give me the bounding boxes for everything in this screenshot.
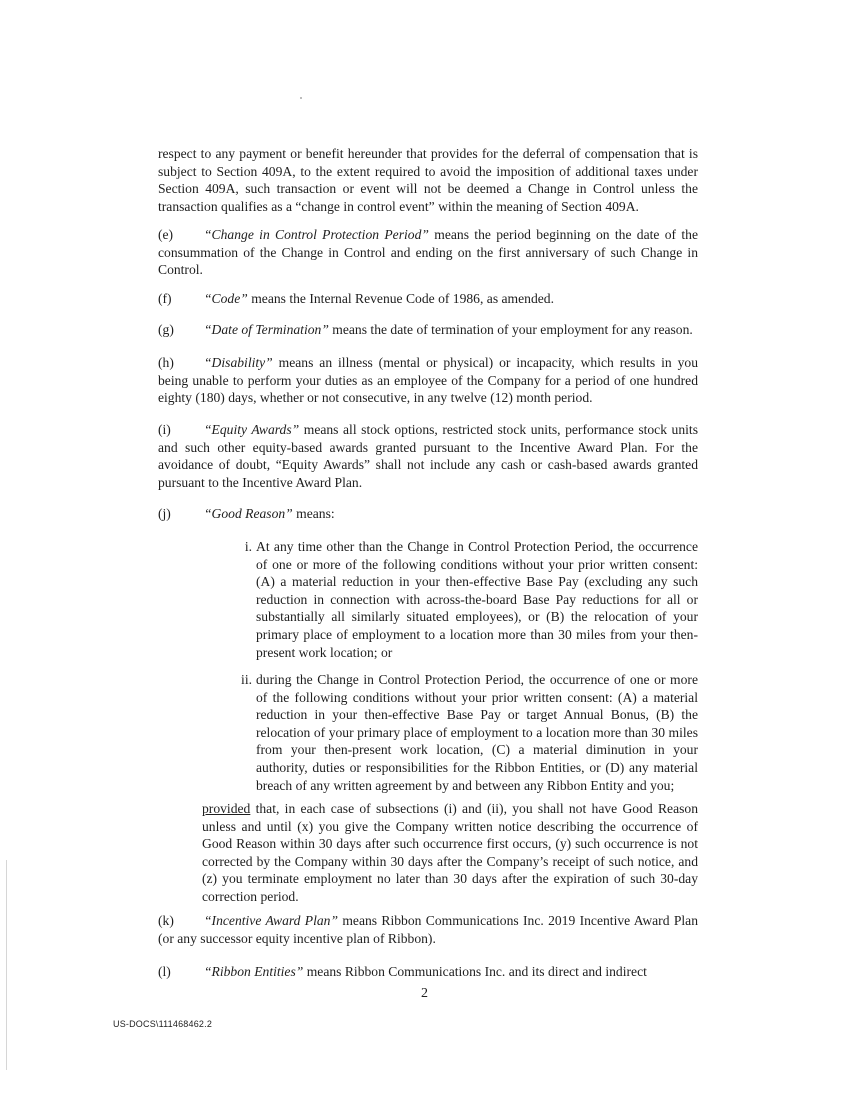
subitem-i: At any time other than the Change in Control Protection Period, the occurrence of one or more of the following conditions without your prior written consent: (A) a material reduction in your then-effective Base Pay (excluding any such reduction in connection with across-the-board Base Pay reductions for all or substantially all similarly situated employees), or (B) the relocation of your primary place of employment to a location more than 30 miles from your then-present work location; or: [256, 539, 698, 660]
section-label: (h): [158, 355, 174, 370]
defined-term: “Code”: [204, 291, 248, 306]
defined-term: “Ribbon Entities”: [204, 964, 304, 979]
section-g: [158, 321, 698, 339]
section-text: means an illness (mental or physical) or incapacity, which results in you being unable to perform your duties as an employee of the Company for a period of one hundred eighty (180) days, whether or not consecutive, in any twelve (12) month period.: [158, 355, 698, 406]
section-j: [158, 505, 698, 523]
section-text: means:: [292, 506, 335, 521]
proviso-lead: provided: [202, 801, 251, 816]
section-text: means all stock options, restricted stock units, performance stock units and such other equity-based awards granted pursuant to the Incentive Award Plan. For the avoidance of doubt, “Equity Awards” shall not include any cash or cash-based awards granted pursuant to the Incentive Award Plan.: [158, 422, 698, 490]
section-label: (e): [158, 227, 174, 242]
section-text: means the period beginning on the date of the consummation of the Change in Control and ending on the first anniversary of such Change in Control.: [158, 227, 699, 278]
defined-term: “Disability”: [204, 355, 273, 370]
proviso-text: that, in each case of subsections (i) and (ii), you shall not have Good Reason unless and until (x) you give the Company written notice describing the occurrence of Good Reason within 30 days after such occurrence first occurs, (y) such occurrence is not corrected by the Company within 30 days after the Company’s receipt of such notice, and (z) you terminate employment no later than 30 days after the expiration of such 30-day correction period.: [202, 801, 698, 904]
intro-paragraph: respect to any payment or benefit hereunder that provides for the deferral of compensation that is subject to Section 409A, to the extent required to avoid the imposition of additional taxes under Section 409A, such transaction or event will not be deemed a Change in Control unless the transaction qualifies as a “change in control event” within the meaning of Section 409A.: [158, 146, 698, 214]
section-label: (f): [158, 291, 172, 306]
defined-term: “Change in Control Protection Period”: [204, 227, 429, 242]
defined-term: “Good Reason”: [204, 506, 293, 521]
defined-term: “Equity Awards”: [204, 422, 300, 437]
section-text: means the date of termination of your employment for any reason.: [328, 322, 693, 337]
section-label: (g): [158, 322, 174, 337]
proviso-paragraph: [202, 800, 698, 906]
section-i: [158, 421, 698, 491]
section-text: means Ribbon Communications Inc. and its direct and indirect: [303, 964, 647, 979]
subitem-number: ii.: [241, 672, 252, 687]
section-k: [158, 912, 698, 947]
section-text: means the Internal Revenue Code of 1986, as amended.: [247, 291, 554, 306]
section-label: (j): [158, 506, 171, 521]
section-f: [158, 290, 698, 308]
section-label: (l): [158, 964, 171, 979]
section-text: means Ribbon Communications Inc. 2019 Incentive Award Plan (or any successor equity incentive plan of Ribbon).: [158, 913, 699, 946]
document-footer-id: US-DOCS\111468462.2: [113, 1019, 213, 1029]
scan-edge-line: [6, 860, 7, 1070]
scan-speck: [300, 97, 302, 99]
section-e: [158, 226, 698, 279]
section-h: [158, 354, 698, 407]
section-l: [158, 963, 698, 981]
section-label: (i): [158, 422, 171, 437]
defined-term: “Date of Termination”: [204, 322, 329, 337]
subitem-ii: during the Change in Control Protection Period, the occurrence of one or more of the following conditions without your prior written consent: (A) a material reduction in your then-effective Base Pay or target Annual Bonus, (B) the relocation of your primary place of employment to a location more than 30 miles from your then-present work location, (C) a material diminution in your authority, duties or responsibilities for the Ribbon Entities, or (D) any material breach of any written agreement by and between any Ribbon Entity and you;: [256, 672, 698, 793]
subitem-number: i.: [244, 539, 252, 554]
page-number: 2: [421, 986, 428, 1001]
defined-term: “Incentive Award Plan”: [204, 913, 339, 928]
section-label: (k): [158, 913, 174, 928]
